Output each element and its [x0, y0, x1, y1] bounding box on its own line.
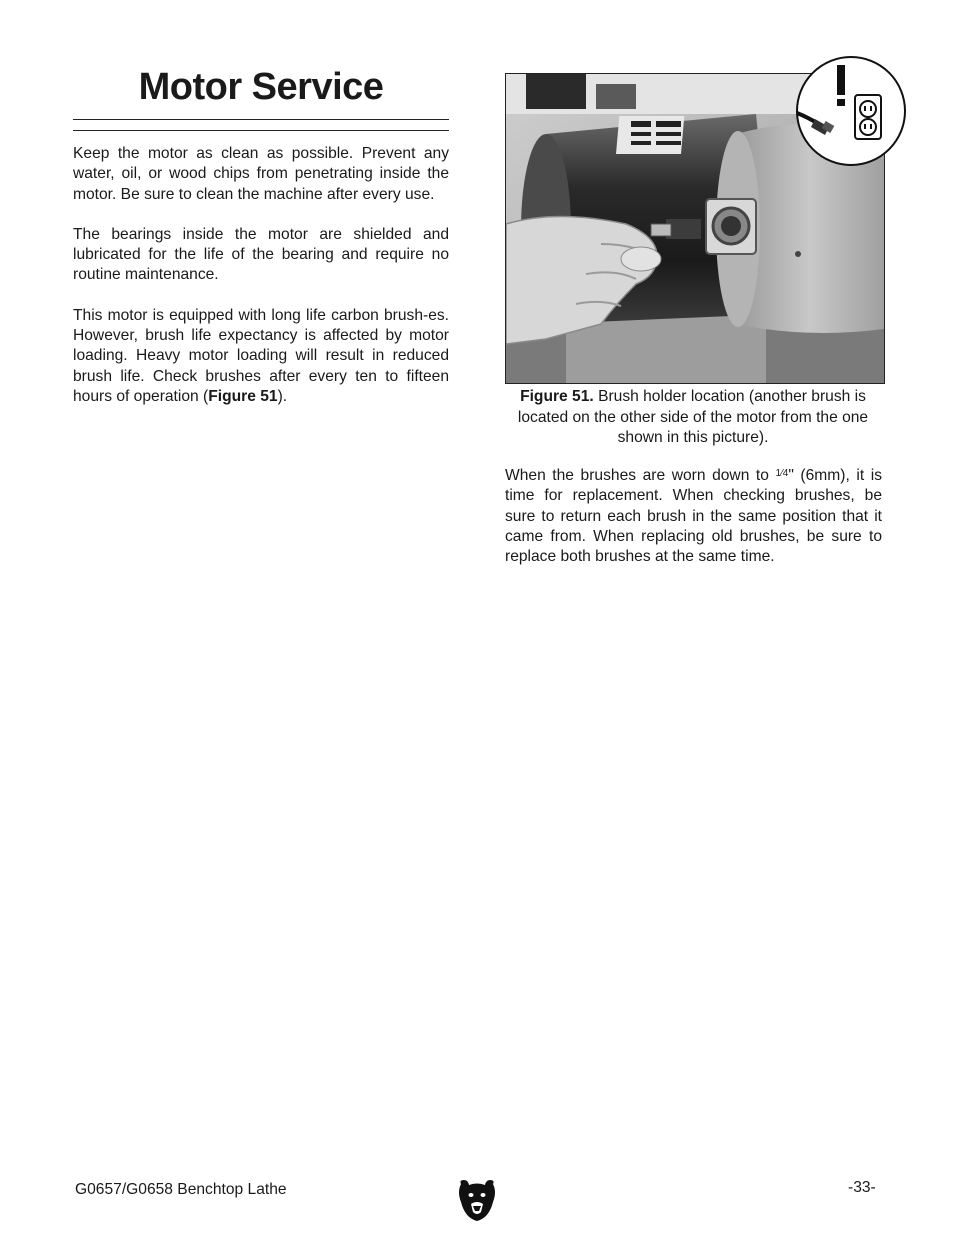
- paragraph-brush-replacement: [505, 464, 882, 567]
- paragraph-clean-motor: Keep the motor as clean as possible. Prevent any water, oil, or wood chips from penetrating inside the motor. Be sure to clean the machine after every use.: [73, 145, 449, 203]
- grizzly-bear-logo: [457, 1178, 497, 1222]
- title-rule-top: [73, 119, 449, 120]
- page-title: Motor Service: [138, 66, 384, 108]
- disconnect-power-warning-icon: [795, 55, 907, 167]
- brush-replacement-text-start: When the brushes are worn down to: [505, 467, 776, 484]
- paragraph-brushes: [73, 306, 449, 407]
- right-column: [505, 464, 882, 587]
- quarter-inch-fraction: 1⁄4: [775, 468, 789, 479]
- footer-model: G0657/G0658 Benchtop Lathe: [75, 1181, 287, 1198]
- title-rule-bottom: [73, 130, 449, 131]
- paragraph-brushes-end: ).: [277, 387, 288, 405]
- paragraph-brushes-text: This motor is equipped with long life carbon brush-es. However, brush life expectancy is affected by motor loading. Heavy motor loading will result in reduced brush life. Check brushes after every ten to fifteen hours of operation (: [73, 306, 449, 405]
- figure-reference: Figure 51: [208, 387, 278, 405]
- figure-label: Figure 51.: [520, 388, 594, 405]
- paragraph-bearings: The bearings inside the motor are shielded and lubricated for the life of the bearing and require no routine maintenance.: [73, 225, 449, 284]
- brush-replacement-text-end: " (6mm), it is time for replacement. When checking brushes, be sure to return each brush in the same position that it came from. When replacing old brushes, be sure to replace both brushes at the same time.: [505, 467, 882, 566]
- page-number: -33-: [848, 1179, 876, 1196]
- left-column: [73, 144, 449, 427]
- figure-51-caption: [503, 387, 883, 449]
- figure-caption-text: Brush holder location (another brush is located on the other side of the motor from the one shown in this picture).: [517, 388, 869, 446]
